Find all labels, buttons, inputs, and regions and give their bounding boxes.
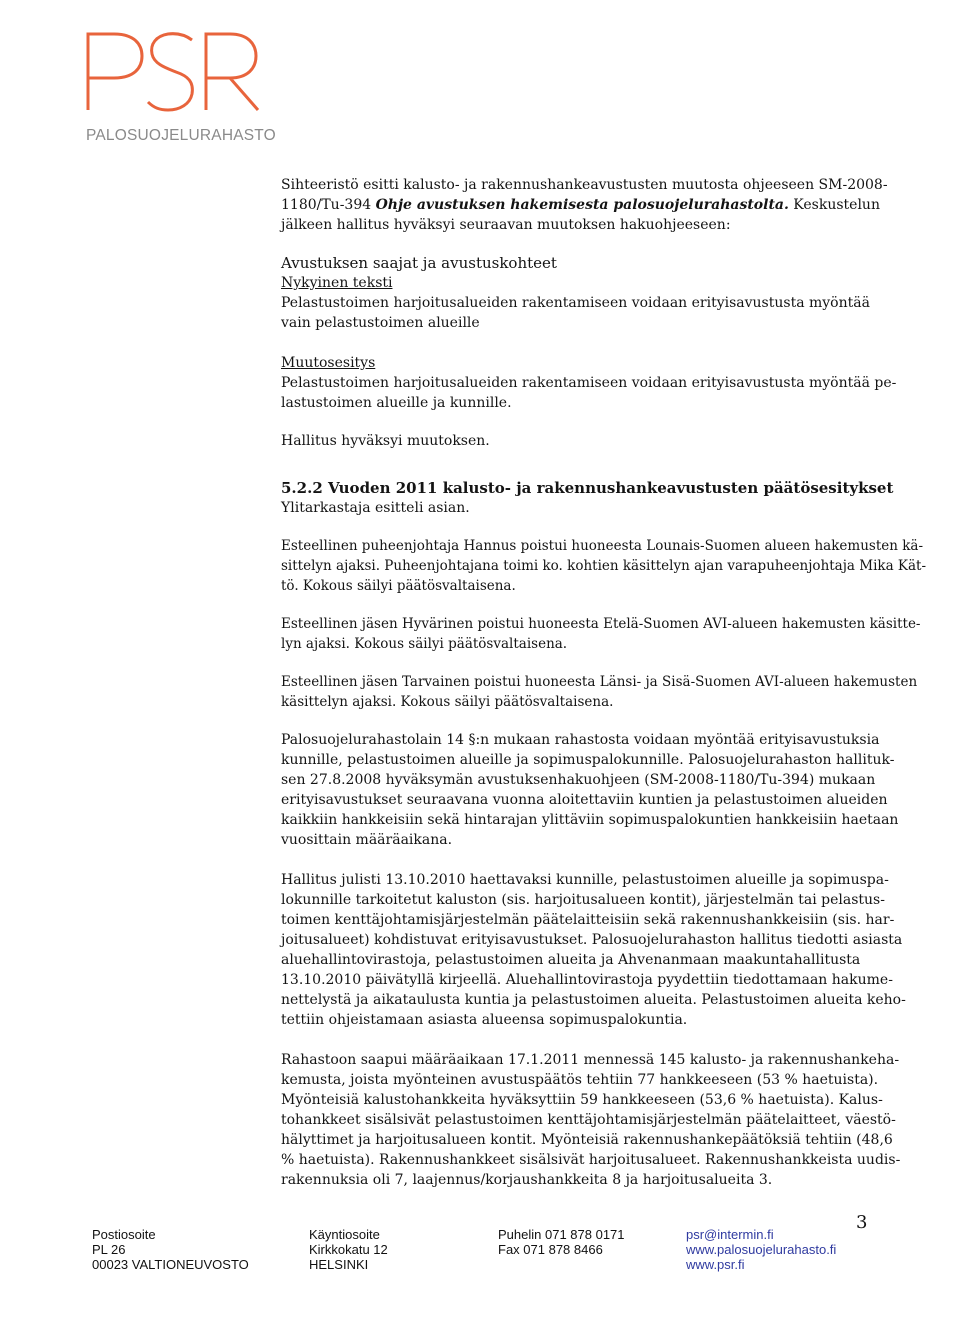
section1-title: Avustuksen saajat ja avustuskohteet xyxy=(281,254,557,272)
page-number: 3 xyxy=(856,1212,868,1233)
p5-line-3: toimen kenttäjohtamisjärjestelmän päätelaitteisiin sekä rakennushankkeisiin (sis. har- xyxy=(281,912,895,928)
p5-line-2: lokunnille tarkoitetut kaluston (sis. harjoitusalueen kontit), järjestelmän tai pelastus- xyxy=(281,892,885,908)
footer-email-link[interactable]: psr@intermin.fi xyxy=(686,1227,774,1242)
footer-short-website-link[interactable]: www.psr.fi xyxy=(686,1257,745,1272)
results-paragraph xyxy=(281,1050,901,1190)
footer-postal-box: PL 26 xyxy=(92,1242,126,1257)
call-paragraph xyxy=(281,870,906,1030)
p5-line-5: aluehallintovirastoja, pelastustoimen alueita ja Ahvenanmaan maakuntahallitusta xyxy=(281,952,861,968)
disqualification-paragraph-1 xyxy=(281,536,927,596)
p3-line-2: käsittelyn ajaksi. Kokous säilyi päätösvaltaisena. xyxy=(281,694,614,710)
proposal-line-1: Pelastustoimen harjoitusalueiden rakentamiseen voidaan erityisavustusta myöntää pe- xyxy=(281,375,897,391)
decision-text xyxy=(281,431,866,451)
p6-line-3: Myönteisiä kalustohankkeita hyväksyttiin 59 hankkeeseen (53,6 % haetuista). Kalus- xyxy=(281,1092,883,1108)
footer-website-link[interactable]: www.palosuojelurahasto.fi xyxy=(686,1242,837,1257)
disqualification-paragraph-2 xyxy=(281,614,921,654)
footer-postal-city: 00023 VALTIONEUVOSTO xyxy=(92,1257,249,1272)
footer-postal-label: Postiosoite xyxy=(92,1227,156,1242)
p1-line-1: Esteellinen puheenjohtaja Hannus poistui huoneesta Lounais-Suomen alueen hakemusten kä- xyxy=(281,538,924,554)
footer-contacts xyxy=(686,1227,836,1272)
p6-line-5: hälyttimet ja harjoitusalueen kontit. Myönteisiä rakennushankepäätöksiä tehtiin (48,6 xyxy=(281,1132,893,1148)
section2-heading: 5.2.2 Vuoden 2011 kalusto- ja rakennushankeavustusten päätösesitykset xyxy=(281,479,894,497)
current-text-line-2: vain pelastustoimen alueille xyxy=(281,315,480,331)
footer-postal-address xyxy=(92,1227,249,1272)
p2-line-2: lyn ajaksi. Kokous säilyi päätösvaltaisena. xyxy=(281,636,568,652)
section1-block xyxy=(281,253,870,333)
p3-line-1: Esteellinen jäsen Tarvainen poistui huoneesta Länsi- ja Sisä-Suomen AVI-alueen hakemusten xyxy=(281,674,918,690)
footer-fax-number: Fax 071 878 8466 xyxy=(498,1242,603,1257)
intro-line-3: jälkeen hallitus hyväksyi seuraavan muutoksen hakuohjeeseen: xyxy=(281,217,731,233)
p5-line-7: nettelystä ja aikataulusta kuntia ja pelastustoimen alueita. Pelastustoimen alueita keho- xyxy=(281,992,906,1008)
intro-line-1: Sihteeristö esitti kalusto- ja rakennushankeavustusten muutosta ohjeeseen SM-2008- xyxy=(281,177,888,193)
footer-visiting-label: Käyntiosoite xyxy=(309,1227,380,1242)
p2-line-1: Esteellinen jäsen Hyvärinen poistui huoneesta Etelä-Suomen AVI-alueen hakemusten käsitte- xyxy=(281,616,921,632)
decision-line: Hallitus hyväksyi muutoksen. xyxy=(281,433,490,449)
psr-logo-mark xyxy=(84,28,284,148)
disqualification-paragraph-3 xyxy=(281,672,918,712)
intro-line-2 xyxy=(281,195,880,215)
p6-line-4: tohankkeet sisälsivät pelastustoimen kenttäjohtamisjärjestelmän päätelaitteet, väestö- xyxy=(281,1112,896,1128)
p4-line-6: vuosittain määräaikana. xyxy=(281,832,453,848)
current-text-label: Nykyinen teksti xyxy=(281,275,393,291)
intro-guide-title: Ohje avustuksen hakemisesta palosuojelurahastolta. xyxy=(375,197,789,213)
footer-visiting-address xyxy=(309,1227,388,1272)
section2-block xyxy=(281,478,894,518)
psr-logo-subtitle: PALOSUOJELURAHASTO xyxy=(86,127,276,144)
p6-line-2: kemusta, joista myönteinen avustuspäätös tehtiin 77 hankkeeseen (53 % haetuista). xyxy=(281,1072,879,1088)
p5-line-4: joitusalueet) kohdistuvat erityisavustukset. Palosuojelurahaston hallitus tiedotti asiasta xyxy=(281,932,903,948)
section2-intro: Ylitarkastaja esitteli asian. xyxy=(281,500,470,516)
p1-line-2: sittelyn ajaksi. Puheenjohtajana toimi ko. kohtien käsittelyn ajan varapuheenjohtaja Mika Kät- xyxy=(281,558,927,574)
page-footer xyxy=(0,1227,960,1287)
footer-visiting-city: HELSINKI xyxy=(309,1257,369,1272)
p6-line-7: rakennuksia oli 7, laajennus/korjaushankkeita 8 ja harjoitusalueita 3. xyxy=(281,1172,773,1188)
p5-line-1: Hallitus julisti 13.10.2010 haettavaksi kunnille, pelastustoimen alueille ja sopimuspa- xyxy=(281,872,889,888)
footer-phone-number: Puhelin 071 878 0171 xyxy=(498,1227,625,1242)
p4-line-5: kaikkiin hankkeisiin sekä hintarajan ylittäviin sopimuspalokuntien hankkeisiin haetaan xyxy=(281,812,899,828)
p4-line-4: erityisavustukset seuraavana vuonna aloitettaviin kuntien ja pelastustoimen alueiden xyxy=(281,792,888,808)
p4-line-3: sen 27.8.2008 hyväksymän avustuksenhakuohjeen (SM-2008-1180/Tu-394) mukaan xyxy=(281,772,876,788)
law-paragraph xyxy=(281,730,899,850)
current-text-line-1: Pelastustoimen harjoitusalueiden rakentamiseen voidaan erityisavustusta myöntää xyxy=(281,295,870,311)
footer-phone xyxy=(498,1227,625,1257)
proposal-label: Muutosesitys xyxy=(281,355,376,371)
p6-line-6: % haetuista). Rakennushankkeet sisälsivät harjoitusalueet. Rakennushankkeista uudis- xyxy=(281,1152,901,1168)
p6-line-1: Rahastoon saapui määräaikaan 17.1.2011 mennessä 145 kalusto- ja rakennushankeha- xyxy=(281,1052,900,1068)
p4-line-1: Palosuojelurahastolain 14 §:n mukaan rahastosta voidaan myöntää erityisavustuksia xyxy=(281,732,880,748)
p1-line-3: tö. Kokous säilyi päätösvaltaisena. xyxy=(281,578,516,594)
intro-cont: Keskustelun xyxy=(788,197,880,213)
psr-logo xyxy=(84,28,284,148)
document-body xyxy=(281,175,927,1190)
footer-visiting-street: Kirkkokatu 12 xyxy=(309,1242,388,1257)
intro-ref: 1180/Tu-394 xyxy=(281,197,376,213)
p4-line-2: kunnille, pelastustoimen alueille ja sopimuspalokunnille. Palosuojelurahaston hallituk- xyxy=(281,752,895,768)
proposal-block xyxy=(281,353,897,413)
p5-line-8: tettiin ohjeistamaan asiasta alueensa sopimuspalokuntia. xyxy=(281,1012,688,1028)
p5-line-6: 13.10.2010 päivätyllä kirjeellä. Aluehallintovirastoja pyydettiin tiedottamaan hakume- xyxy=(281,972,893,988)
intro-paragraph xyxy=(281,175,888,235)
proposal-line-2: lastustoimen alueille ja kunnille. xyxy=(281,395,512,411)
